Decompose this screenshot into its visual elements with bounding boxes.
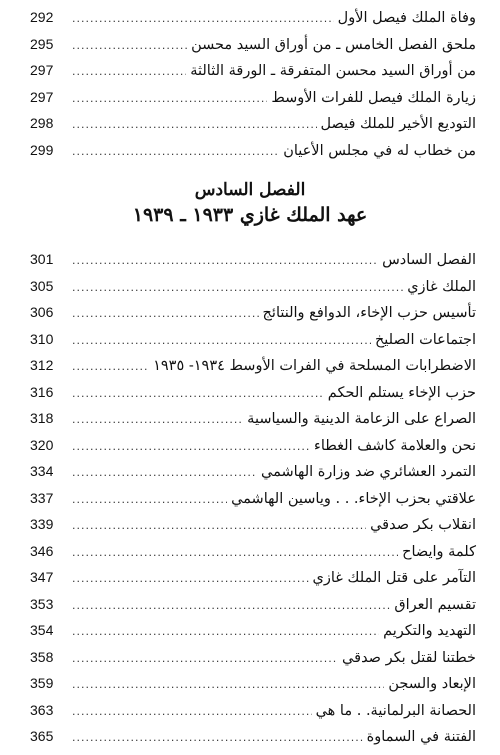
toc-entry-page: 354 <box>30 622 54 638</box>
toc-entry <box>30 702 476 729</box>
toc-entry <box>30 410 476 437</box>
dot-leader <box>72 413 243 426</box>
toc-entry-title: التآمر على قتل الملك غازي <box>312 570 476 586</box>
toc-list-bottom <box>30 251 476 755</box>
toc-entry-page: 299 <box>30 141 54 158</box>
toc-entry <box>30 437 476 464</box>
toc-entry-title: من خطاب له في مجلس الأعيان <box>283 142 476 159</box>
toc-entry-page: 295 <box>30 35 54 52</box>
dot-leader <box>72 652 338 665</box>
toc-entry-page: 298 <box>30 115 54 131</box>
dot-leader <box>72 546 398 559</box>
toc-entry-title: الفصل السادس <box>382 252 476 268</box>
toc-entry-title: خطتنا لقتل بكر صدقي <box>342 649 476 666</box>
toc-entry <box>30 596 476 623</box>
toc-entry-title: ملحق الفصل الخامس ـ من أوراق السيد محسن <box>191 36 476 53</box>
toc-entry-page: 310 <box>30 330 54 347</box>
toc-entry-title: اجتماعات الصليخ <box>374 331 476 348</box>
dot-leader <box>72 387 324 400</box>
toc-entry-title: من أوراق السيد محسن المتفرقة ـ الورقة الثالثة <box>190 63 476 79</box>
toc-entry-title: التهديد والتكريم <box>383 623 476 639</box>
dot-leader <box>72 118 317 131</box>
dot-leader <box>72 12 334 25</box>
toc-entry <box>30 569 476 596</box>
dot-leader <box>72 440 310 453</box>
toc-entry <box>30 622 476 649</box>
toc-entry-page: 306 <box>30 304 54 320</box>
toc-entry-title: الاضطرابات المسلحة في الفرات الأوسط ١٩٣٤- ١٩٣٥ <box>153 358 476 374</box>
toc-entry-title: علاقتي بحزب الإخاء. . . وياسين الهاشمي <box>231 490 476 507</box>
dot-leader <box>72 145 279 158</box>
toc-entry <box>30 490 476 517</box>
dot-leader <box>72 678 384 691</box>
dot-leader <box>72 39 187 52</box>
toc-entry-title: تأسيس حزب الإخاء، الدوافع والنتائج <box>262 305 476 321</box>
dot-leader <box>72 625 379 638</box>
toc-entry-title: نحن والعلامة كاشف الغطاء <box>314 437 476 454</box>
toc-entry <box>30 304 476 331</box>
dot-leader <box>72 281 403 294</box>
toc-entry <box>30 251 476 278</box>
toc-entry-page: 339 <box>30 516 54 532</box>
chapter-label: الفصل السادس <box>194 180 306 200</box>
toc-entry <box>30 331 476 358</box>
toc-entry-title: الملك غازي <box>407 278 476 295</box>
toc-entry-title: كلمة وايضاح <box>402 543 476 560</box>
toc-entry-page: 334 <box>30 463 54 479</box>
toc-entry <box>30 728 476 755</box>
toc-entry <box>30 675 476 702</box>
toc-entry <box>30 357 476 384</box>
toc-entry-page: 318 <box>30 410 54 426</box>
toc-entry-page: 297 <box>30 62 54 78</box>
toc-entry-page: 358 <box>30 648 54 665</box>
toc-entry-title: حزب الإخاء يستلم الحكم <box>327 384 476 401</box>
toc-entry-title: انقلاب بكر صدقي <box>370 517 476 533</box>
toc-entry-page: 347 <box>30 569 54 585</box>
toc-entry-page: 365 <box>30 728 54 744</box>
toc-entry-title: الصراع على الزعامة الدينية والسياسية <box>247 411 476 427</box>
chapter-title: عهد الملك غازي ١٩٣٣ ـ ١٩٣٩ <box>132 204 368 226</box>
toc-entry <box>30 115 476 142</box>
dot-leader <box>72 334 371 347</box>
toc-entry-page: 292 <box>30 9 54 25</box>
toc-entry-page: 316 <box>30 383 54 400</box>
toc-entry <box>30 516 476 543</box>
dot-leader <box>72 493 227 506</box>
dot-leader <box>72 254 378 267</box>
toc-entry <box>30 384 476 411</box>
dot-leader <box>72 519 366 532</box>
toc-entry-page: 305 <box>30 277 54 294</box>
toc-entry-page: 359 <box>30 675 54 691</box>
dot-leader <box>72 307 259 320</box>
toc-entry <box>30 62 476 89</box>
dot-leader <box>72 65 186 78</box>
toc-entry <box>30 278 476 305</box>
toc-entry-page: 301 <box>30 251 54 267</box>
toc-entry-page: 363 <box>30 701 54 718</box>
dot-leader <box>72 466 257 479</box>
toc-entry-page: 346 <box>30 542 54 559</box>
toc-entry-title: التمرد العشائري ضد وزارة الهاشمي <box>260 464 476 480</box>
dot-leader <box>72 599 390 612</box>
toc-entry <box>30 9 476 36</box>
toc-entry <box>30 543 476 570</box>
toc-entry-title: وفاة الملك فيصل الأول <box>337 10 476 26</box>
toc-entry-title: تقسيم العراق <box>394 596 476 613</box>
toc-entry-title: زيارة الملك فيصل للفرات الأوسط <box>271 89 476 106</box>
toc-entry-page: 312 <box>30 357 54 373</box>
toc-entry-title: التوديع الأخير للملك فيصل <box>320 116 476 132</box>
dot-leader <box>72 572 309 585</box>
dot-leader <box>72 705 312 718</box>
dot-leader <box>72 360 149 373</box>
toc-entry <box>30 649 476 676</box>
toc-entry-page: 320 <box>30 436 54 453</box>
toc-list-top <box>30 9 476 168</box>
toc-entry-page: 297 <box>30 88 54 105</box>
toc-entry <box>30 89 476 116</box>
dot-leader <box>72 731 363 744</box>
toc-entry-page: 353 <box>30 595 54 612</box>
toc-entry-title: الإبعاد والسجن <box>388 676 476 692</box>
toc-entry <box>30 463 476 490</box>
dot-leader <box>72 92 267 105</box>
toc-entry-title: الفتنة في السماوة <box>366 729 476 745</box>
toc-entry-title: الحصانة البرلمانية. . ما هي <box>315 702 476 719</box>
toc-entry <box>30 142 476 169</box>
toc-entry <box>30 36 476 63</box>
toc-entry-page: 337 <box>30 489 54 506</box>
